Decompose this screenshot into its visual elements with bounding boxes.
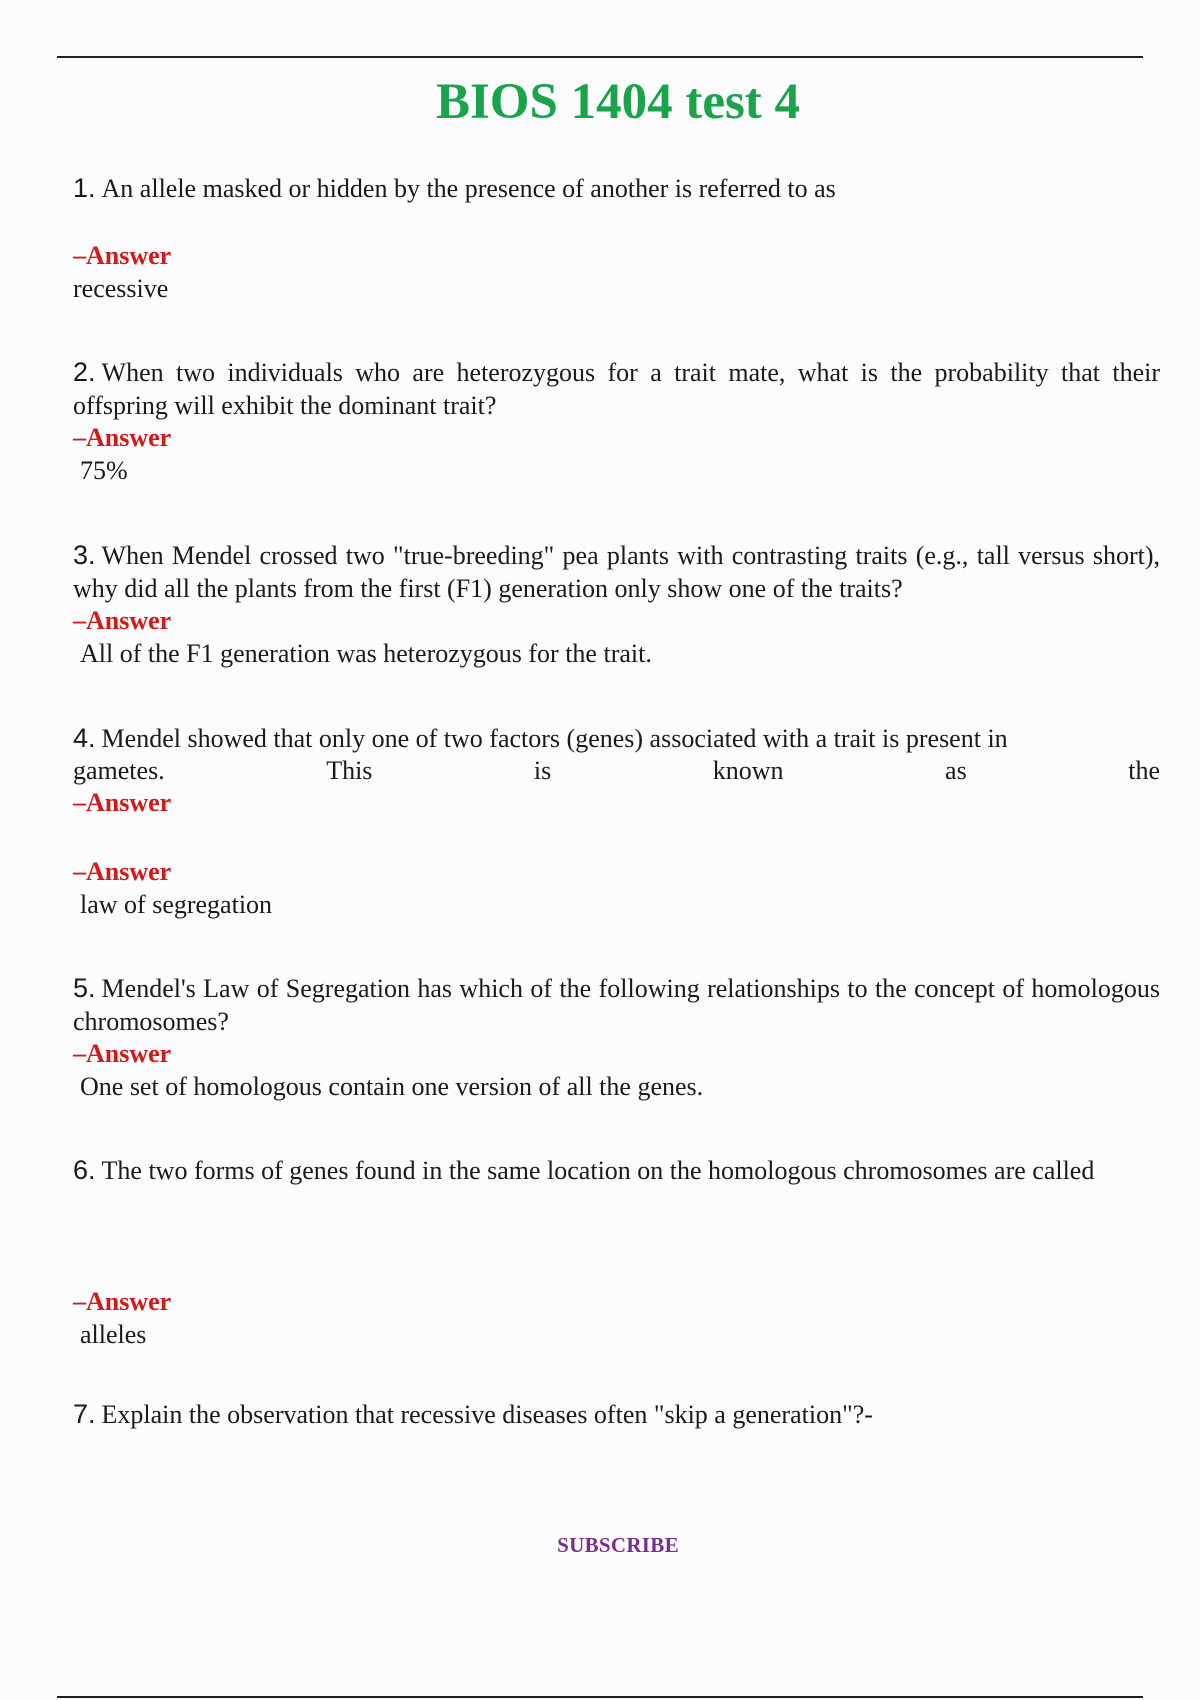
answer-label: –Answer <box>73 1039 172 1068</box>
question-7-text: 7. Explain the observation that recessive diseases often "skip a generation"?- <box>73 1399 873 1429</box>
question-3-text: 3. When Mendel crossed two "true-breeding" pea plants with contrasting traits (e.g., tall versus short), why did all the plants from the first (F1) generation only show one of the traits? <box>73 540 1160 603</box>
answer-4 <box>73 856 1160 922</box>
question-6-number: 6. <box>73 1155 96 1185</box>
answer-label: –Answer <box>73 606 172 635</box>
question-6-text: 6. The two forms of genes found in the same location on the homologous chromosomes are called <box>73 1155 1095 1185</box>
question-7-number: 7. <box>73 1399 96 1429</box>
answer-label: –Answer <box>73 857 172 886</box>
question-4-text: 4. Mendel showed that only one of two factors (genes) associated with a trait is present in <box>73 723 1008 753</box>
answer-label: –Answer <box>73 423 172 452</box>
question-1-number: 1. <box>73 173 96 203</box>
answer-1 <box>73 240 1160 306</box>
answer-label: –Answer <box>73 1287 172 1316</box>
question-6 <box>73 1154 1160 1187</box>
bottom-rule <box>57 1696 1143 1698</box>
answer-4-value: law of segregation <box>80 890 273 919</box>
answer-6 <box>73 1286 1160 1352</box>
top-rule <box>57 56 1143 58</box>
question-7 <box>73 1398 1160 1431</box>
subscribe-link[interactable]: SUBSCRIBE <box>557 1533 679 1557</box>
question-5 <box>73 972 1160 1104</box>
answer-1-value: recessive <box>73 274 169 303</box>
question-1 <box>73 172 1160 205</box>
answer-3-value: All of the F1 generation was heterozygous for the trait. <box>80 639 652 668</box>
question-5-number: 5. <box>73 973 96 1003</box>
answer-label: –Answer <box>73 788 172 817</box>
question-3-number: 3. <box>73 540 96 570</box>
answer-label: –Answer <box>73 241 172 270</box>
question-4-number: 4. <box>73 723 96 753</box>
question-2 <box>73 356 1160 488</box>
question-4-text-line2: gametes. This is known as the <box>73 756 1160 785</box>
question-4 <box>73 722 1160 819</box>
document-title: BIOS 1404 test 4 <box>435 74 801 130</box>
question-2-text: 2. When two individuals who are heterozygous for a trait mate, what is the probability that their offspring will exhibit the dominant trait? <box>73 357 1160 420</box>
question-5-text: 5. Mendel's Law of Segregation has which of the following relationships to the concept of homologous chromosomes? <box>73 973 1160 1036</box>
question-3 <box>73 539 1160 671</box>
answer-6-value: alleles <box>80 1320 147 1349</box>
question-2-number: 2. <box>73 357 96 387</box>
answer-5-value: One set of homologous contain one version of all the genes. <box>80 1072 704 1101</box>
answer-2-value: 75% <box>80 456 128 485</box>
question-1-text: 1. An allele masked or hidden by the presence of another is referred to as <box>73 173 836 203</box>
